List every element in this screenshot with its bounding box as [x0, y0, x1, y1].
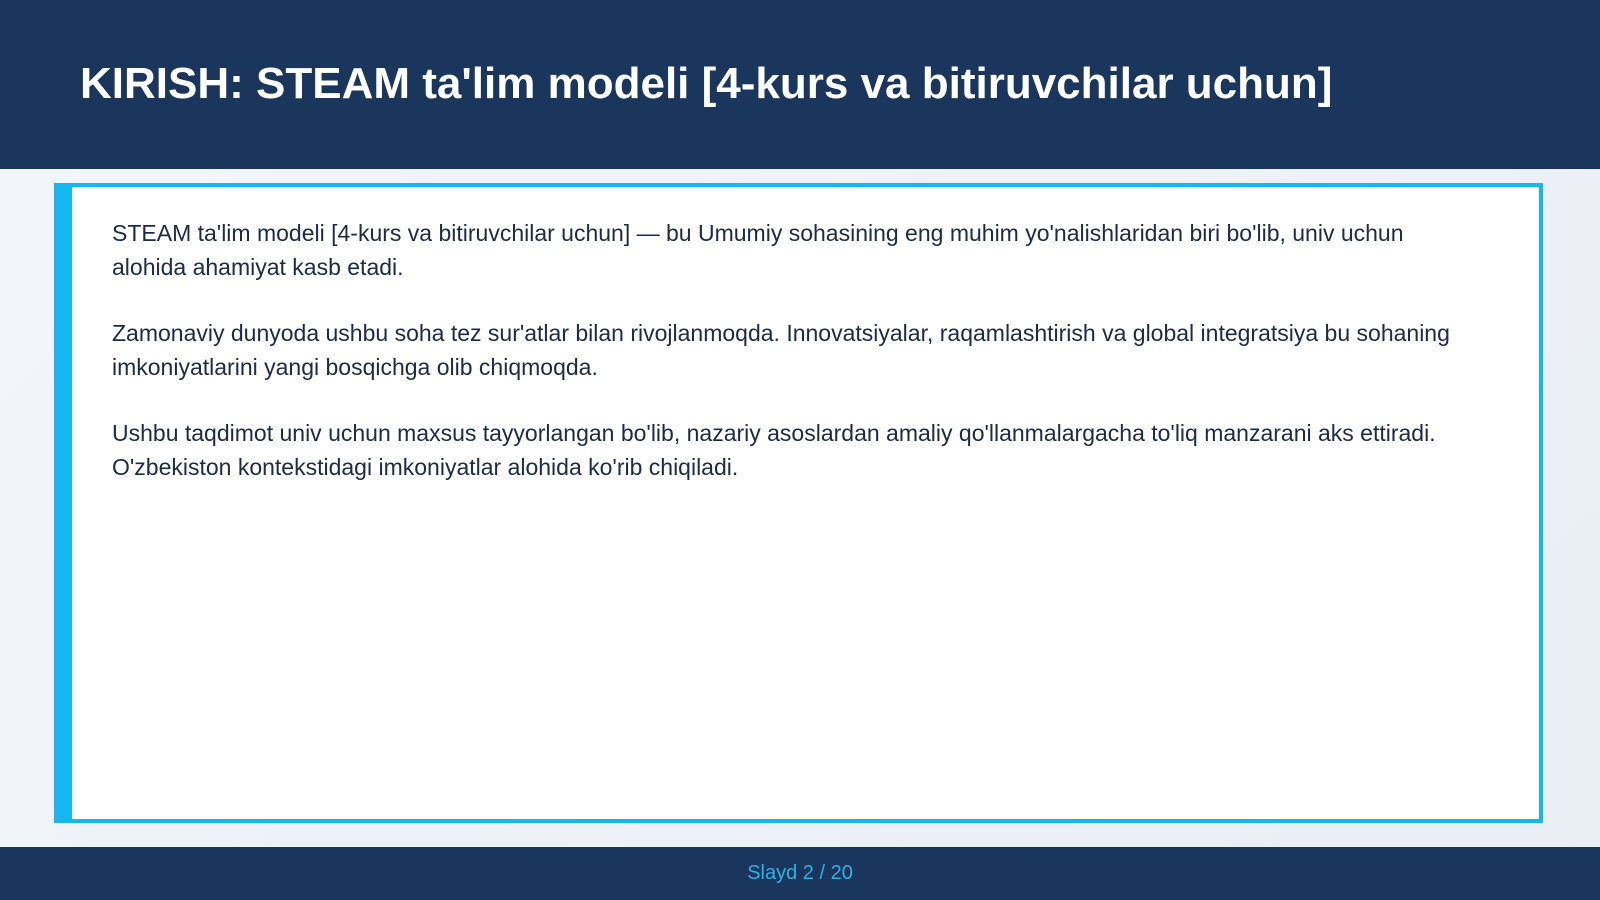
- slide-number: Slayd 2 / 20: [747, 862, 853, 884]
- content-paragraph-1: STEAM ta'lim modeli [4-kurs va bitiruvchilar uchun] — bu Umumiy sohasining eng muhim yo'nalishlaridan biri bo'lib, univ uchun alohida ahamiyat kasb etadi.: [112, 220, 1404, 280]
- slide-header: [0, 0, 1600, 169]
- content-card: [54, 183, 1543, 823]
- slide-footer: [0, 847, 1600, 900]
- slide-title: KIRISH: STEAM ta'lim modeli [4-kurs va bitiruvchilar uchun]: [80, 59, 1333, 108]
- content-paragraph-2: Zamonaviy dunyoda ushbu soha tez sur'atlar bilan rivojlanmoqda. Innovatsiyalar, raqamlashtirish va global integratsiya bu sohaning imkoniyatlarini yangi bosqichga olib chiqmoqda.: [112, 320, 1450, 380]
- content-paragraph-3: Ushbu taqdimot univ uchun maxsus tayyorlangan bo'lib, nazariy asoslardan amaliy qo'llanmalargacha to'liq manzarani aks ettiradi. O'zbekiston kontekstidagi imkoniyatlar alohida ko'rib chiqiladi.: [112, 420, 1436, 480]
